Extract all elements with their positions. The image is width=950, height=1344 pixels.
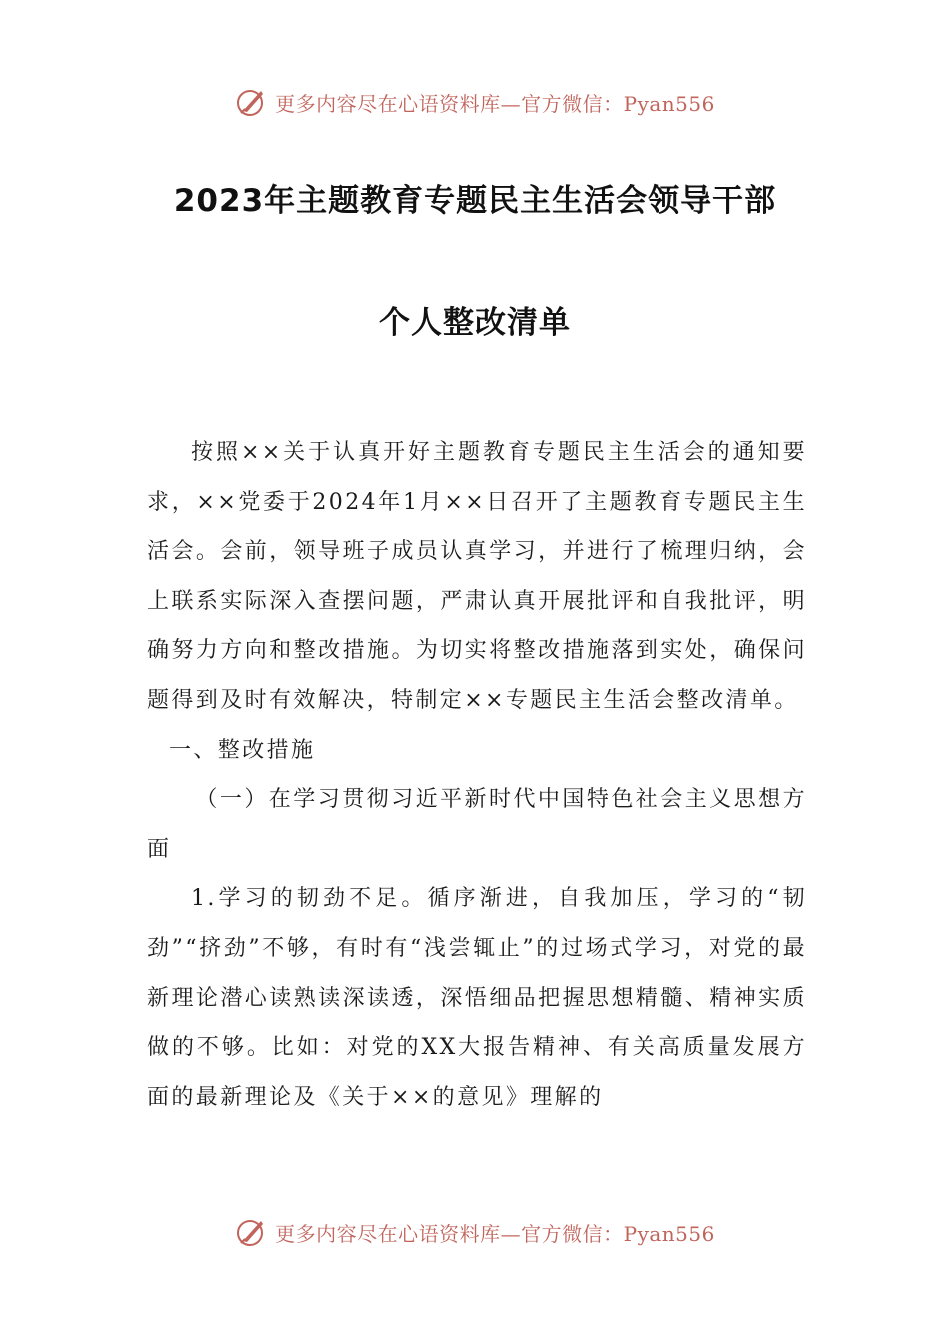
document-title-line-1: 2023年主题教育专题民主生活会领导干部: [173, 183, 777, 219]
quill-circle-icon: [235, 1215, 269, 1249]
document-body: [147, 428, 807, 1122]
subsection-heading: （一）在学习贯彻习近平新时代中国特色社会主义思想方面: [147, 787, 807, 862]
intro-paragraph: 按照××关于认真开好主题教育专题民主生活会的通知要求，××党委于2024年1月××日召开了主题教育专题民主生活会。会前，领导班子成员认真学习，并进行了梳理归纳，会上联系实际深入查摆问题，严肃认真开展批评和自我批评，明确努力方向和整改措施。为切实将整改措施落到实处，确保问题得到及时有效解决，特制定××专题民主生活会整改清单。: [147, 440, 807, 713]
watermark-banner-top: [0, 82, 950, 122]
watermark-text: 更多内容尽在心语资料库—官方微信：Pyan556: [275, 1221, 715, 1246]
quill-circle-icon: [235, 85, 269, 119]
watermark-text: 更多内容尽在心语资料库—官方微信：Pyan556: [275, 91, 715, 116]
item-paragraph: 1.学习的韧劲不足。循序渐进，自我加压，学习的“韧劲”“挤劲”不够，有时有“浅尝辄止”的过场式学习，对党的最新理论潜心读熟读深读透，深悟细品把握思想精髓、精神实质做的不够。比如：对党的XX大报告精神、有关高质量发展方面的最新理论及《关于××的意见》理解的: [147, 886, 807, 1110]
section-heading: 一、整改措施: [169, 737, 316, 763]
document-title-line-2: 个人整改清单: [379, 305, 571, 341]
watermark-banner-bottom: [0, 1212, 950, 1252]
